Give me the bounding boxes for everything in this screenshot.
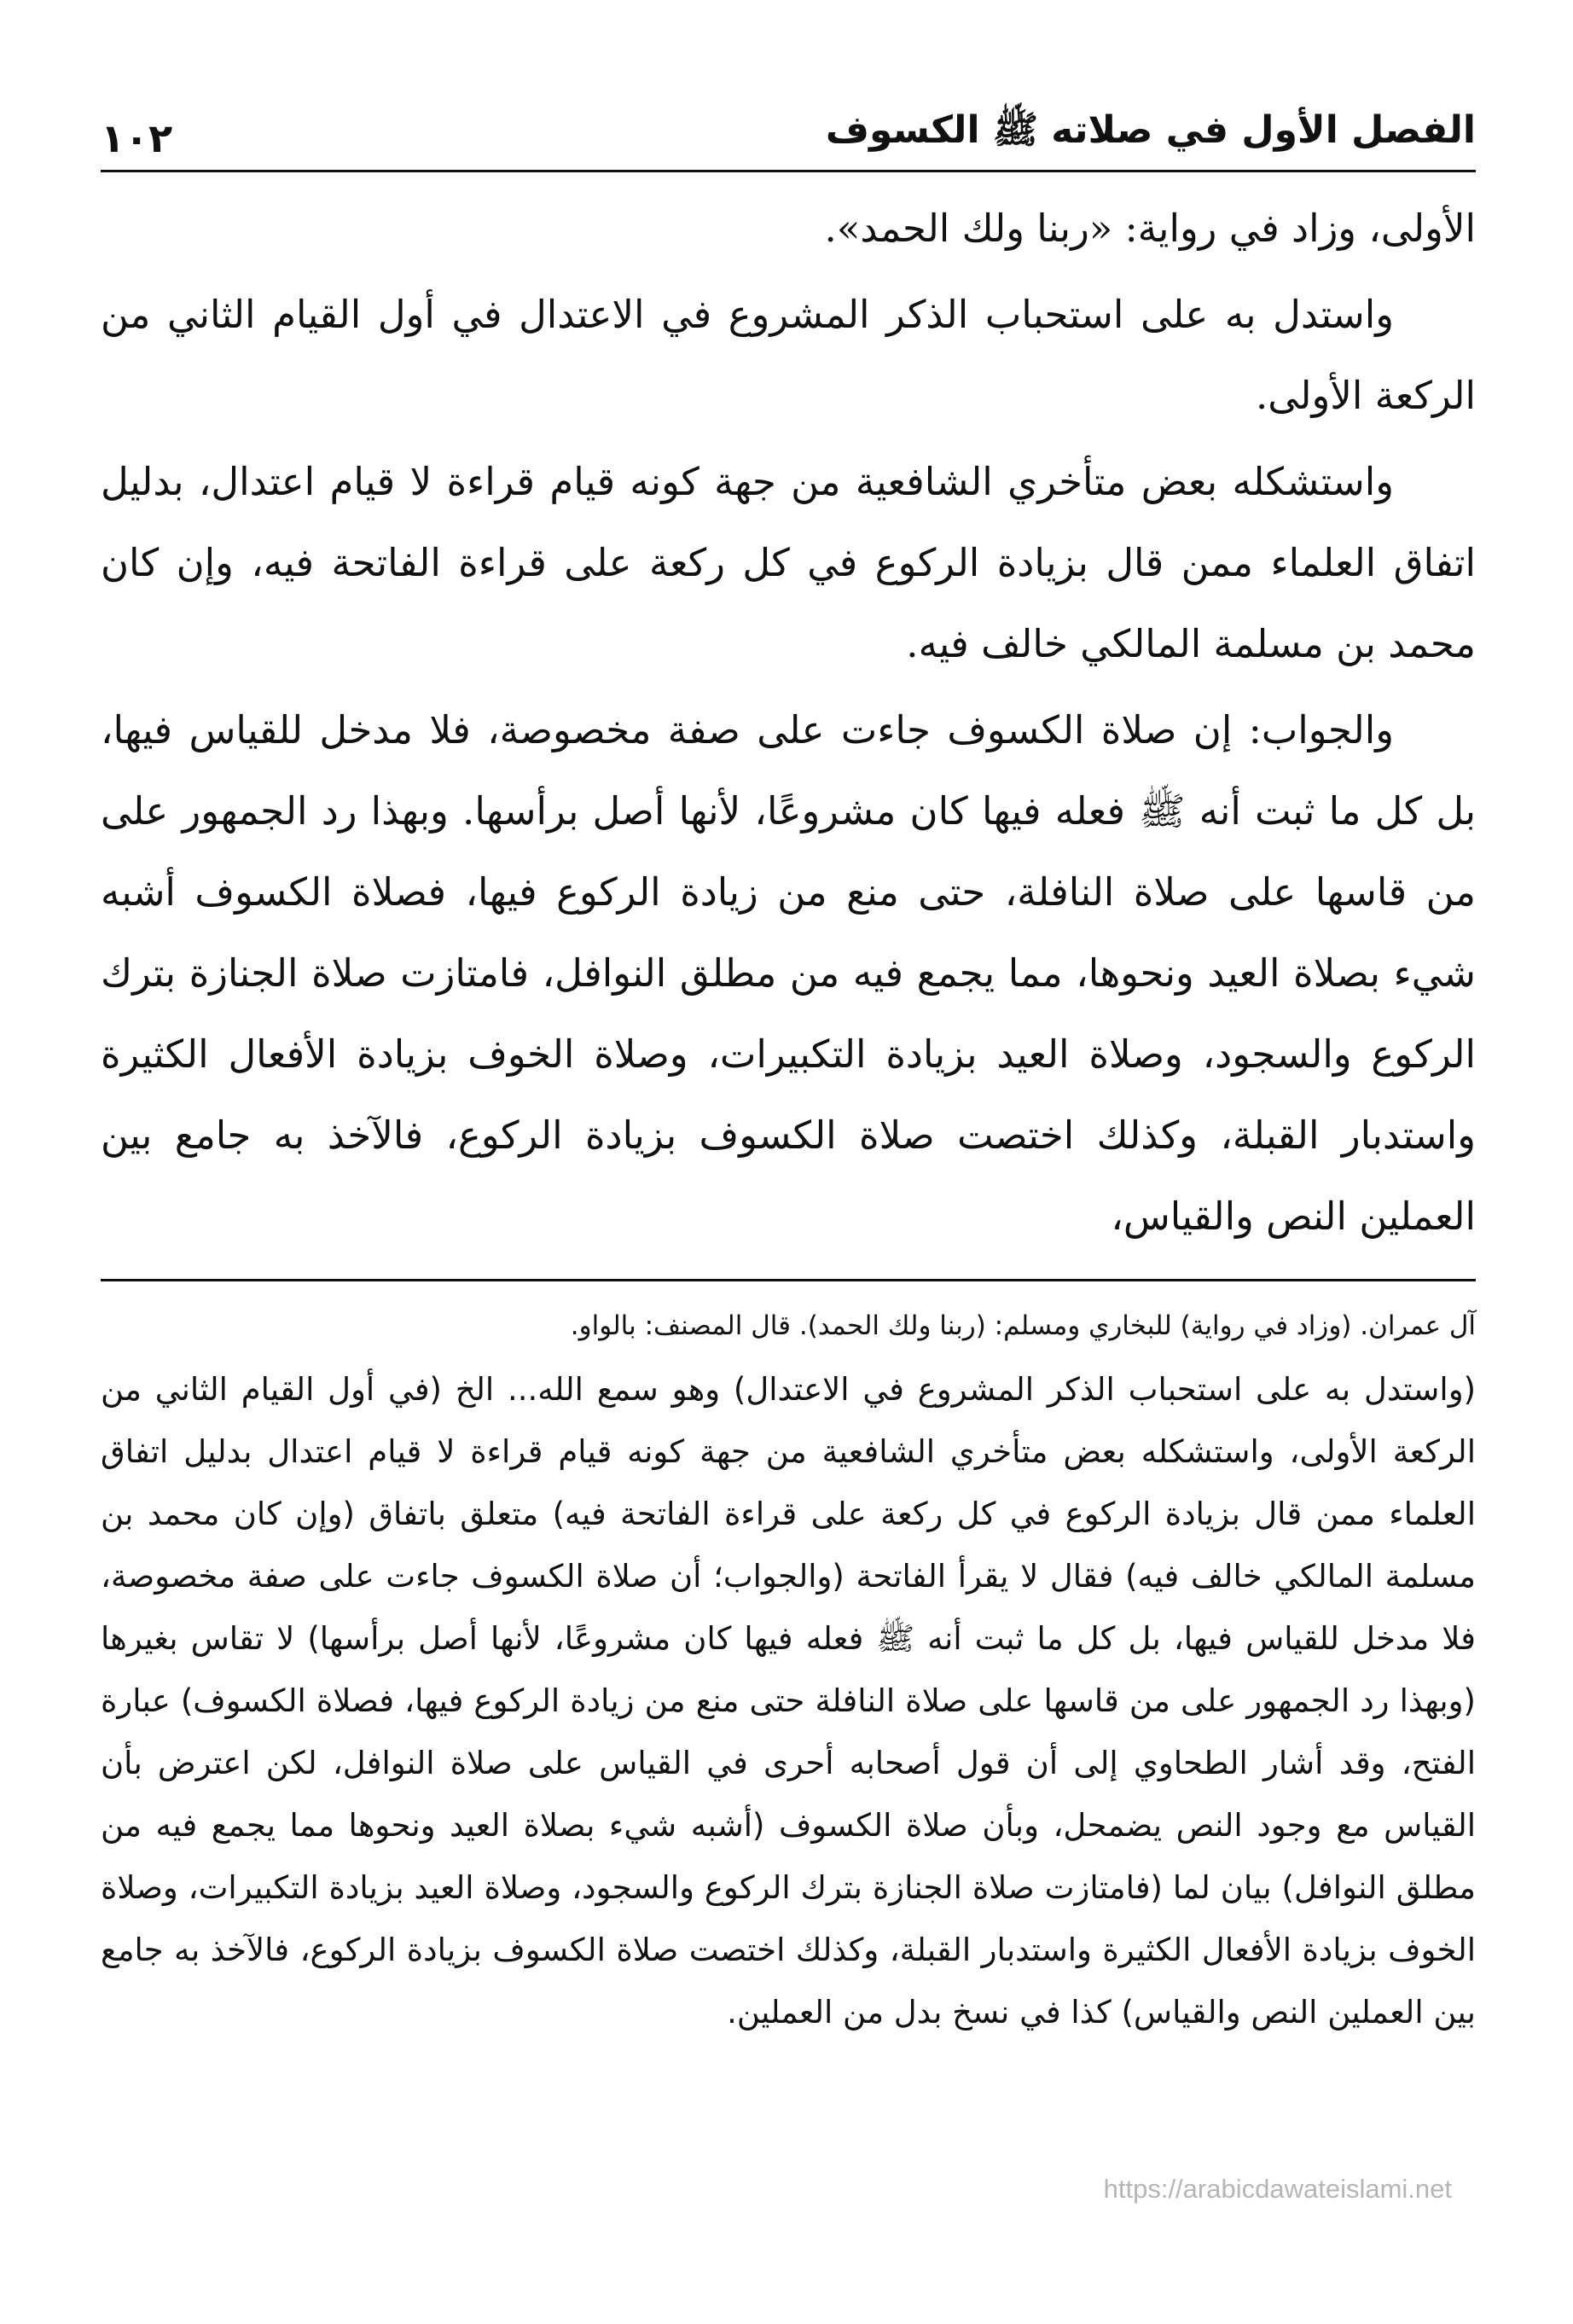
main-paragraph: واستشكله بعض متأخري الشافعية من جهة كونه قيام قراءة لا قيام اعتدال، بدليل اتفاق العلماء ممن قال بزيادة الركوع في كل ركعة على قراءة الفاتحة فيه، وإن كان محمد بن مسلمة المالكي خالف فيه. — [101, 459, 1476, 666]
main-paragraph: الأولى، وزاد في رواية: «ربنا ولك الحمد». — [824, 206, 1476, 251]
main-paragraph: واستدل به على استحباب الذكر المشروع في الاعتدال في أول القيام الثاني من الركعة الأولى. — [101, 292, 1476, 418]
page-header — [101, 101, 1476, 172]
footnote-separator — [101, 1279, 1476, 1281]
commentary-paragraph: (واستدل به على استحباب الذكر المشروع في الاعتدال) وهو سمع الله... الخ (في أول القيام الثاني من الركعة الأولى، واستشكله بعض متأخري الشافعية من جهة كونه قيام قراءة لا قيام اعتدال بدليل اتفاق العلماء ممن قال بزيادة الركوع في كل ركعة على قراءة الفاتحة فيه) متعلق باتفاق (وإن كان محمد بن مسلمة المالكي خالف فيه) فقال لا يقرأ الفاتحة (والجواب؛ أن صلاة الكسوف جاءت على صفة مخصوصة، فلا مدخل للقياس فيها، بل كل ما ثبت أنه ﷺ فعله فيها كان مشروعًا، لأنها أصل برأسها) لا تقاس بغيرها (وبهذا رد الجمهور على من قاسها على صلاة النافلة حتى منع من زيادة الركوع فيها، فصلاة الكسوف) عبارة الفتح، وقد أشار الطحاوي إلى أن قول أصحابه أحرى في القياس على صلاة النوافل، لكن اعترض بأن القياس مع وجود النص يضمحل، وبأن صلاة الكسوف (أشبه شيء بصلاة العيد ونحوها مما يجمع فيه من مطلق النوافل) بيان لما (فامتازت صلاة الجنازة بترك الركوع والسجود، وصلاة العيد بزيادة التكبيرات، وصلاة الخوف بزيادة الأفعال الكثيرة واستدبار القبلة، وكذلك اختصت صلاة الكسوف بزيادة الركوع، فالآخذ به جامع بين العملين النص والقياس) كذا في نسخ بدل من العملين. — [101, 1371, 1476, 2031]
book-page — [101, 101, 1476, 2285]
main-text — [101, 188, 1476, 1257]
chapter-title: الفصل الأول في صلاته ﷺ الكسوف — [825, 108, 1476, 152]
watermark-url: https://arabicdawateislami.net — [1103, 2174, 1452, 2204]
commentary — [101, 1300, 1476, 2043]
main-paragraph: والجواب: إن صلاة الكسوف جاءت على صفة مخصوصة، فلا مدخل للقياس فيها، بل كل ما ثبت أنه ﷺ فعله فيها كان مشروعًا، لأنها أصل برأسها. وبهذا رد الجمهور على من قاسها على صلاة النافلة، حتى منع من زيادة الركوع فيها، فصلاة الكسوف أشبه شيء بصلاة العيد ونحوها، مما يجمع فيه من مطلق النوافل، فامتازت صلاة الجنازة بترك الركوع والسجود، وصلاة العيد بزيادة التكبيرات، وصلاة الخوف بزيادة الأفعال الكثيرة واستدبار القبلة، وكذلك اختصت صلاة الكسوف بزيادة الركوع، فالآخذ به جامع بين العملين النص والقياس، — [101, 707, 1476, 1239]
page-number: ١٠٢ — [101, 115, 173, 161]
commentary-paragraph: آل عمران. (وزاد في رواية) للبخاري ومسلم: (ربنا ولك الحمد). قال المصنف: بالواو. — [570, 1310, 1476, 1341]
